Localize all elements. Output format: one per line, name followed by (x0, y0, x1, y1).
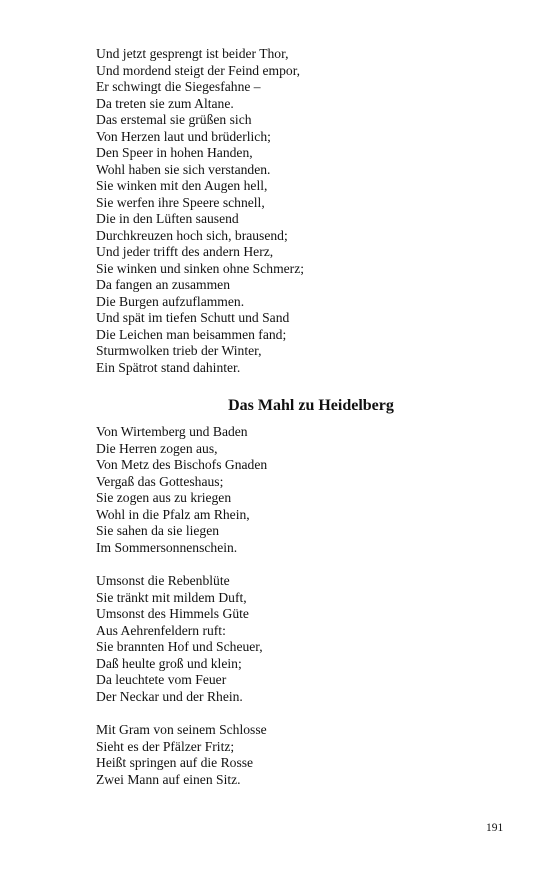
poem-line: Sie zogen aus zu kriegen (96, 490, 232, 505)
continued-poem-stanza (96, 46, 456, 376)
poem-line: Sieht es der Pfälzer Fritz; (96, 738, 235, 754)
poem-line: Die Leichen man beisammen fand; (96, 326, 287, 342)
poem-line: Durchkreuzen hoch sich, brausend; (96, 227, 288, 243)
page-number: 191 (486, 822, 504, 834)
poem-line: Die Burgen aufzuflammen. (96, 293, 245, 309)
poem-line: Umsonst des Himmels Güte (96, 606, 249, 621)
poem-line: Und jeder trifft des andern Herz, (96, 244, 274, 259)
poem-line: Da fangen an zusammen (96, 277, 230, 292)
poem-line: Sie tränkt mit mildem Duft, (96, 589, 247, 605)
page-content (96, 46, 456, 788)
poem-line: Sie winken und sinken ohne Schmerz; (96, 260, 305, 276)
poem-line: Umsonst die Rebenblüte (96, 573, 230, 588)
poem-line: Von Wirtemberg und Baden (96, 424, 248, 439)
poem-stanza-1 (96, 424, 456, 556)
poem-line: Wohl in die Pfalz am Rhein, (96, 506, 250, 522)
poem-line: Da leuchtete vom Feuer (96, 672, 227, 687)
poem-line: Und jetzt gesprengt ist beider Thor, (96, 46, 289, 61)
poem-line: Er schwingt die Siegesfahne – (96, 79, 261, 94)
poem-line: Da treten sie zum Altane. (96, 95, 234, 111)
poem-line: Sturmwolken trieb der Winter, (96, 343, 262, 358)
poem-line: Von Metz des Bischofs Gnaden (96, 457, 268, 472)
poem-line: Die Herren zogen aus, (96, 440, 218, 456)
poem-line: Im Sommersonnenschein. (96, 539, 238, 555)
poem-line: Sie brannten Hof und Scheuer, (96, 639, 263, 654)
poem-line: Heißt springen auf die Rosse (96, 755, 254, 770)
poem-line: Daß heulte groß und klein; (96, 655, 242, 671)
poem-line: Sie sahen da sie liegen (96, 523, 220, 538)
poem-line: Ein Spätrot stand dahinter. (96, 359, 241, 375)
section-gap (96, 376, 456, 396)
poem-line: Sie werfen ihre Speere schnell, (96, 194, 265, 210)
poem-line: Aus Aehrenfeldern ruft: (96, 622, 226, 638)
poem-line: Zwei Mann auf einen Sitz. (96, 771, 241, 787)
poem-line: Vergaß das Gotteshaus; (96, 473, 224, 489)
poem-title: Das Mahl zu Heidelberg (228, 397, 394, 414)
poem-line: Von Herzen laut und brüderlich; (96, 128, 271, 144)
poem-line: Wohl haben sie sich verstanden. (96, 161, 271, 177)
poem-line: Das erstemal sie grüßen sich (96, 112, 252, 127)
poem-line: Und spät im tiefen Schutt und Sand (96, 310, 290, 325)
poem-line: Der Neckar und der Rhein. (96, 688, 243, 704)
poem-line: Und mordend steigt der Feind empor, (96, 62, 301, 78)
poem-line: Mit Gram von seinem Schlosse (96, 722, 267, 737)
poem-stanza-3 (96, 722, 456, 788)
poem-line: Sie winken mit den Augen hell, (96, 178, 268, 193)
poem-stanza-2 (96, 573, 456, 705)
poem-line: Die in den Lüften sausend (96, 211, 239, 226)
poem-line: Den Speer in hohen Handen, (96, 145, 253, 160)
